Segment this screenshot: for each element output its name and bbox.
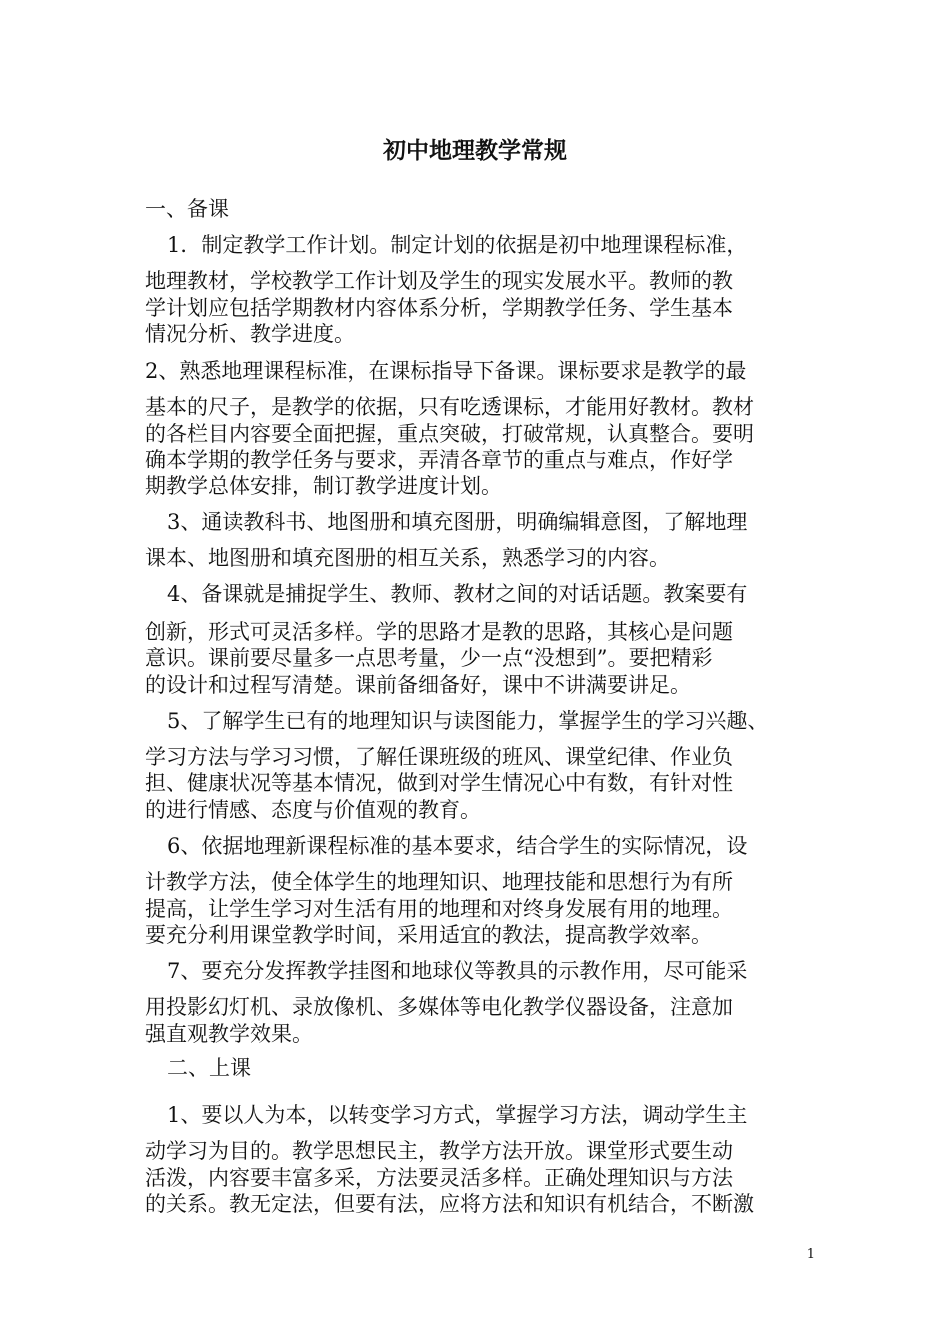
section-heading-preparation: 一、备课 bbox=[145, 197, 229, 221]
paragraph-line: 的关系。教无定法，但要有法，应将方法和知识有机结合，不断激 bbox=[145, 1192, 754, 1216]
paragraph-line: 强直观教学效果。 bbox=[145, 1022, 313, 1046]
paragraph-line: 创新，形式可灵活多样。学的思路才是教的思路，其核心是问题 bbox=[145, 620, 733, 644]
paragraph-line: 情况分析、教学进度。 bbox=[145, 322, 355, 346]
paragraph-line: 确本学期的教学任务与要求，弄清各章节的重点与难点，作好学 bbox=[145, 448, 733, 472]
paragraph-line: 期教学总体安排，制订教学进度计划。 bbox=[145, 474, 502, 498]
paragraph-line: 担、健康状况等基本情况，做到对学生情况心中有数，有针对性 bbox=[145, 771, 733, 795]
paragraph-line: 地理教材，学校教学工作计划及学生的现实发展水平。教师的教 bbox=[145, 269, 733, 293]
paragraph-line: 计教学方法，使全体学生的地理知识、地理技能和思想行为有所 bbox=[145, 870, 733, 894]
paragraph-line: 的各栏目内容要全面把握，重点突破，打破常规，认真整合。要明 bbox=[145, 422, 754, 446]
paragraph-line: 7、要充分发挥教学挂图和地球仪等教具的示教作用，尽可能采 bbox=[167, 959, 748, 983]
document-title: 初中地理教学常规 bbox=[383, 137, 567, 164]
paragraph-line: 1、要以人为本，以转变学习方式，掌握学习方法，调动学生主 bbox=[167, 1103, 748, 1127]
paragraph-line: 课本、地图册和填充图册的相互关系，熟悉学习的内容。 bbox=[145, 546, 670, 570]
paragraph-line: 4、备课就是捕捉学生、教师、教材之间的对话话题。教案要有 bbox=[167, 582, 748, 606]
paragraph-line: 2、熟悉地理课程标准，在课标指导下备课。课标要求是教学的最 bbox=[145, 359, 747, 383]
paragraph-line: 3、通读教科书、地图册和填充图册，明确编辑意图，了解地理 bbox=[167, 510, 748, 534]
paragraph-line: 用投影幻灯机、录放像机、多媒体等电化教学仪器设备，注意加 bbox=[145, 995, 733, 1019]
paragraph-line: 5、了解学生已有的地理知识与读图能力，掌握学生的学习兴趣、 bbox=[167, 709, 769, 733]
paragraph-line: 学习方法与学习习惯，了解任课班级的班风、课堂纪律、作业负 bbox=[145, 745, 733, 769]
paragraph-line: 基本的尺子，是教学的依据，只有吃透课标，才能用好教材。教材 bbox=[145, 395, 754, 419]
paragraph-line: 动学习为目的。教学思想民主，教学方法开放。课堂形式要生动 bbox=[145, 1139, 733, 1163]
paragraph-line: 1．制定教学工作计划。制定计划的依据是初中地理课程标准， bbox=[167, 233, 748, 257]
paragraph-line: 的设计和过程写清楚。课前备细备好，课中不讲满要讲足。 bbox=[145, 673, 691, 697]
paragraph-line: 的进行情感、态度与价值观的教育。 bbox=[145, 798, 481, 822]
paragraph-line: 学计划应包括学期教材内容体系分析，学期教学任务、学生基本 bbox=[145, 296, 733, 320]
paragraph-line: 6、依据地理新课程标准的基本要求，结合学生的实际情况，设 bbox=[167, 834, 748, 858]
paragraph-line: 要充分利用课堂教学时间，采用适宜的教法，提高教学效率。 bbox=[145, 923, 712, 947]
paragraph-line: 意识。课前要尽量多一点思考量，少一点“没想到”。要把精彩 bbox=[145, 646, 713, 670]
paragraph-line: 提高，让学生学习对生活有用的地理和对终身发展有用的地理。 bbox=[145, 897, 733, 921]
section-heading-class: 二、上课 bbox=[167, 1056, 251, 1080]
paragraph-line: 活泼，内容要丰富多采，方法要灵活多样。正确处理知识与方法 bbox=[145, 1166, 733, 1190]
page-number: 1 bbox=[806, 1247, 815, 1262]
